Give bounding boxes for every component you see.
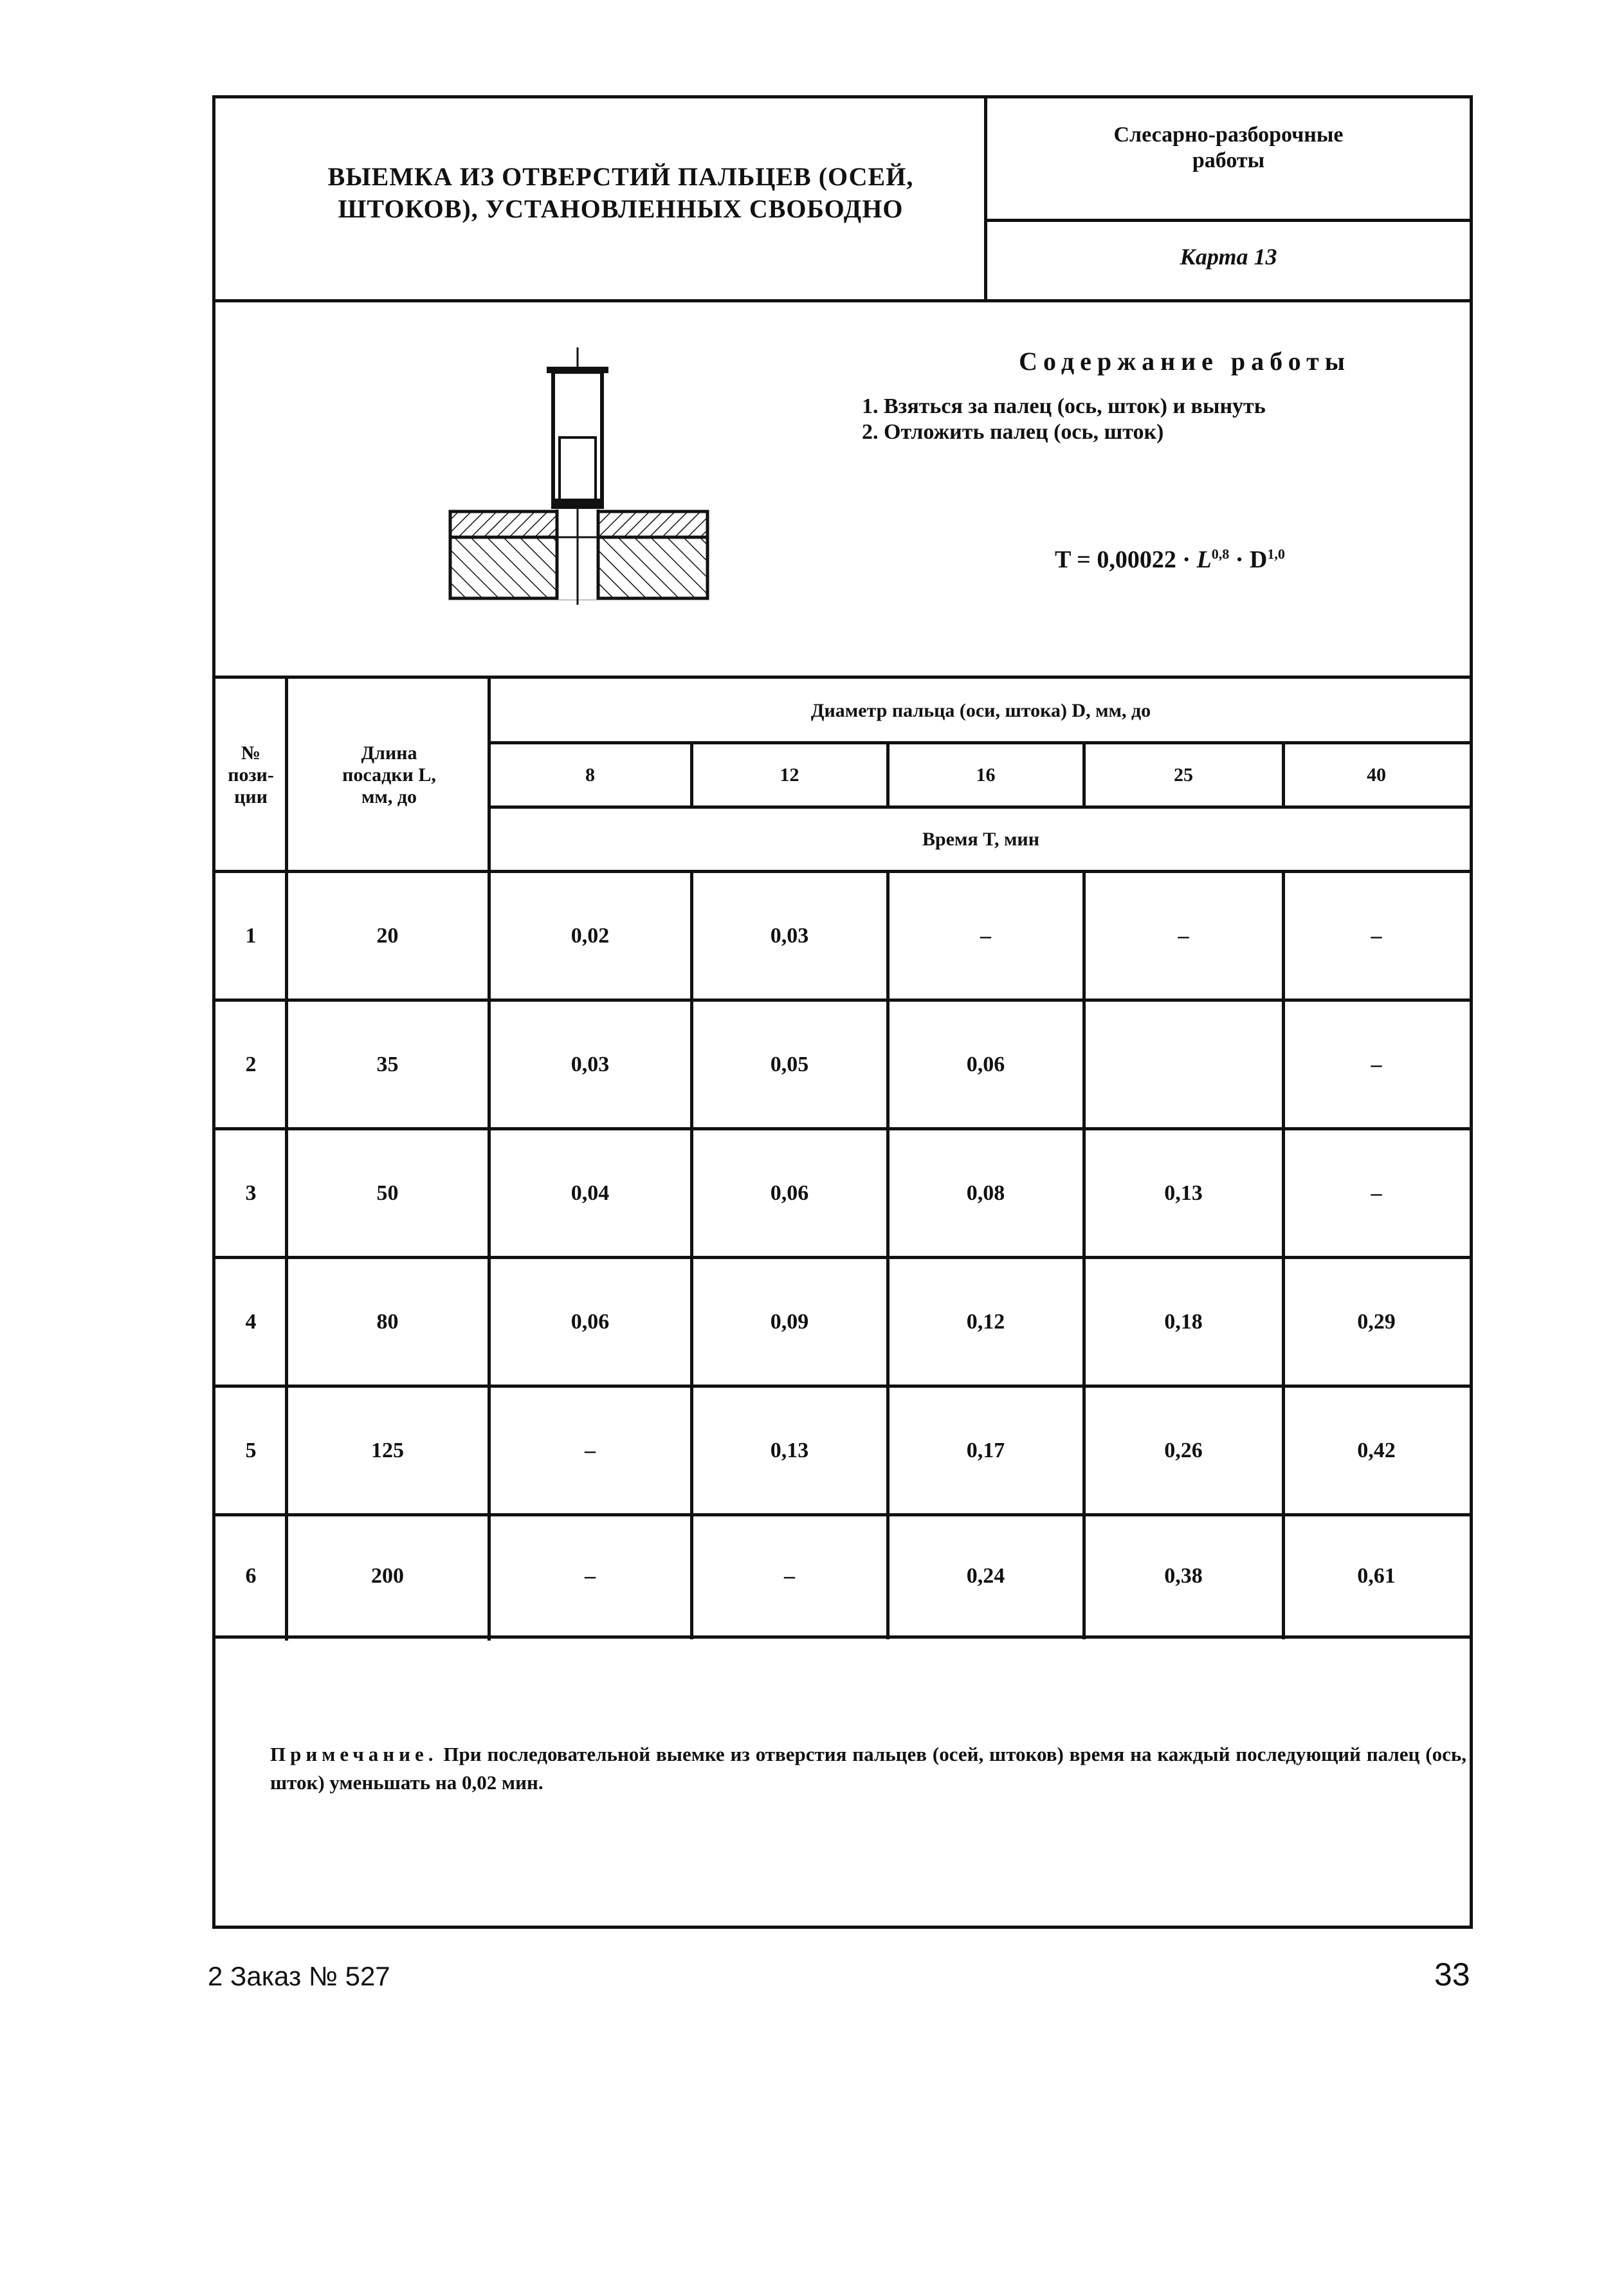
diameter-40: 40 [1367,764,1386,786]
row-position: 6 [245,1564,257,1588]
time-value: 0,03 [570,1053,610,1076]
formula-L: L [1196,546,1212,573]
work-step-1: 1. Взяться за палец (ось, шток) и вынуть [862,394,1266,418]
page-title [257,161,984,225]
formula-D-exponent: 1,0 [1267,546,1285,562]
diameter-8: 8 [585,764,595,786]
col-position-header [215,679,286,872]
time-value: 0,18 [1164,1310,1203,1334]
section-line-1: Слесарно-разборочные [1113,123,1344,147]
time-value: 0,06 [770,1181,809,1205]
formula-L-exponent: 0,8 [1211,546,1230,562]
row-position: 3 [245,1181,257,1205]
row-length: 125 [371,1439,404,1462]
time-value: 0,12 [966,1310,1005,1334]
work-steps [862,394,1441,445]
time-value: 0,13 [1164,1181,1203,1205]
col-position-line-2: пози- [228,764,274,786]
note-text: При последовательной выемке из отверстия пальцев (осей, штоков) время на каждый последующий палец (ось, шток) уменьшать на 0,02 мин. [270,1743,1466,1794]
col-length-header [289,679,489,872]
time-value: 0,26 [1164,1439,1203,1462]
title-line-1: ВЫЕМКА ИЗ ОТВЕРСТИЙ ПАЛЬЦЕВ (ОСЕЙ, [327,162,914,191]
content-heading: Содержание работы [1019,347,1351,376]
time-value: 0,42 [1357,1439,1396,1462]
time-value: 0,38 [1164,1564,1203,1588]
diameter-header: Диаметр пальца (оси, штока) D, мм, до [810,700,1151,721]
note [270,1740,1466,1797]
time-value [1084,1000,1283,1129]
work-step-2: 2. Отложить палец (ось, шток) [862,420,1164,444]
row-length: 50 [376,1181,399,1205]
time-value: 0,06 [966,1053,1005,1076]
formula-mid: · D [1229,546,1268,573]
formula-prefix: T = 0,00022 · [1055,546,1197,573]
diameter-25: 25 [1174,764,1193,786]
row-length: 200 [371,1564,404,1588]
time-value: 0,09 [770,1310,809,1334]
time-formula [1055,546,1285,574]
section-label [990,122,1466,174]
col-position-line-3: ции [234,786,268,807]
time-value: 0,24 [966,1564,1005,1588]
time-value: 0,29 [1357,1310,1396,1334]
row-position: 2 [245,1053,257,1076]
time-value: – [980,924,991,948]
time-value: 0,05 [770,1053,809,1076]
order-number: 2 Заказ № 527 [208,1961,390,1991]
card-number: Карта 13 [1180,244,1277,270]
col-position-line-1: № [241,742,261,764]
title-line-2: ШТОКОВ), УСТАНОВЛЕННЫХ СВОБОДНО [338,194,904,223]
time-header: Время T, мин [922,829,1039,850]
pin-drawing [437,341,720,611]
time-value: – [1371,924,1382,948]
diameter-12: 12 [780,764,799,786]
row-position: 5 [245,1439,257,1462]
time-value: 0,06 [570,1310,610,1334]
note-label: Примечание. [270,1743,438,1765]
row-position: 1 [245,924,257,948]
time-value: – [585,1564,596,1588]
time-value: 0,61 [1357,1564,1396,1588]
col-length-line-1: Длина [361,742,417,764]
page-number: 33 [1434,1956,1470,1992]
row-length: 20 [376,924,399,948]
time-value: 0,02 [570,924,610,948]
time-value: 0,03 [770,924,809,948]
col-length-line-2: посадки L, [342,764,436,786]
row-length: 35 [376,1053,399,1076]
time-value: – [1178,924,1189,948]
time-value: – [1371,1053,1382,1076]
header-bottom-border [212,299,1473,302]
time-value: 0,17 [966,1439,1005,1462]
diameter-16: 16 [976,764,996,786]
time-value: 0,04 [570,1181,610,1205]
time-value: – [784,1564,795,1588]
row-length: 80 [376,1310,399,1334]
header-section-divider [984,219,1473,222]
section-line-2: работы [1192,149,1265,172]
row-position: 4 [245,1310,257,1334]
header-divider-vertical [984,97,987,302]
col-length-line-3: мм, до [361,786,417,807]
time-value: – [585,1439,596,1462]
time-value: 0,08 [966,1181,1005,1205]
time-value: 0,13 [770,1439,809,1462]
time-value: – [1371,1181,1382,1205]
